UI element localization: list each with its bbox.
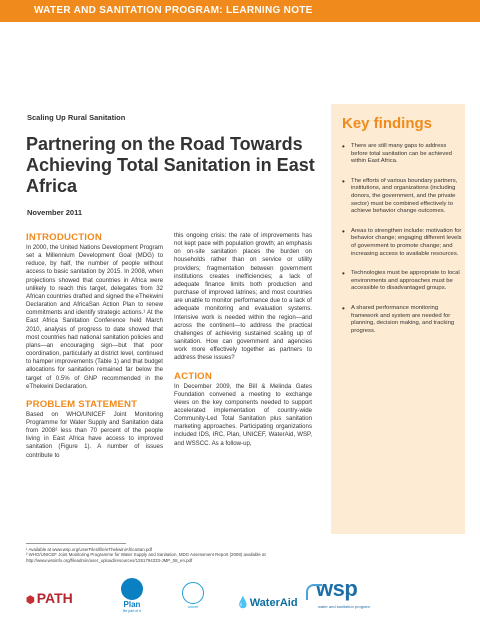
intro-text: In 2000, the United Nations Development Program set a Millennium Development Goal (MDG) to reduce, by half, the number of people without access to basic sanitation by 2015. In 2008, when projections showed that countries in Africa were unlikely to reach this target, delegates from 32 African countries drafted and signed the eThekwini Declaration and AfricaSan Action Plan to renew commitments and identify strategic actions.¹ At the East Africa Sanitation Conference held March 2010, analysis of progress to date showed that most countries had national sanitation policies and plans—an encouraging sign—but that poor coordination, particularly at district level, continued to hamper improvements (Table 1) and that budget allocations for sanitation remained far below the target of 0.5% of GNP recommended in the eThekwini Declaration. (26, 244, 163, 390)
wsp-tagline: water and sanitation program (318, 604, 370, 609)
key-finding-item (342, 178, 462, 216)
path-mark-icon: ⬢ (26, 595, 35, 606)
wsp-arc-icon (306, 584, 322, 600)
key-finding-item (342, 228, 462, 258)
key-finding-item (342, 305, 462, 335)
bullet-icon: • (342, 142, 345, 151)
banner-type: LEARNING NOTE (225, 5, 313, 16)
plan-logo (112, 578, 152, 613)
plan-logo-text: Plan (123, 600, 141, 609)
key-finding-text: There are still many gaps to address before total sanitation can be achieved within East Africa. (351, 143, 452, 165)
problem-text: Based on WHO/UNICEF Joint Monitoring Programme for Water Supply and Sanitation data from 2008² less than 70 percent of the people living in East Africa have access to improved sanitation (Figure 1). A number of issues contribute to (26, 410, 163, 459)
key-finding-text: A shared performance monitoring framework and system are needed for planning, decision making, and tracking progress. (351, 304, 455, 334)
problem-heading: PROBLEM STATEMENT (26, 398, 138, 410)
action-text: In December 2009, the Bill & Melinda Gates Foundation convened a meeting to exchange views on the key components needed to support accelerated implementation of country-wide Community-Led Total Sanitation plus sanitation marketing approaches. Participating organizations included IDS, IRC, Plan, UNICEF, WaterAid, WSP, and WSSCC. As a follow-up, (174, 382, 312, 447)
column-middle (174, 232, 312, 448)
wsp-logo (316, 576, 370, 609)
unicef-globe-icon (182, 582, 204, 604)
bullet-icon: • (342, 269, 345, 279)
column-left (26, 232, 163, 460)
wateraid-logo (236, 596, 298, 609)
intro-heading: INTRODUCTION (26, 232, 102, 243)
bullet-icon: • (342, 176, 345, 186)
wsp-logo-text: wsp (316, 576, 358, 601)
path-logo-text: PATH (36, 590, 73, 606)
footnotes (26, 547, 336, 563)
action-heading: ACTION (174, 370, 212, 382)
bullet-icon: • (342, 303, 345, 313)
key-finding-text: Areas to strengthen include: motivation for behavior change; engaging different levels of government to promote change; and increasing access to available resources. (351, 227, 462, 257)
footnote-1: ¹ Available at www.wsp.org/UserFiles/file/eThekwiniAfricaSan.pdf (26, 547, 153, 552)
series-label: Scaling Up Rural Sanitation (27, 113, 126, 122)
wateraid-logo-text: WaterAid (249, 597, 298, 609)
water-drop-icon: 💧 (236, 597, 250, 609)
path-logo (26, 590, 73, 606)
banner-text (34, 5, 313, 16)
unicef-logo (172, 582, 214, 609)
banner-program: WATER AND SANITATION PROGRAM: (34, 5, 223, 16)
key-findings-list (342, 143, 462, 347)
partner-logos (0, 568, 480, 626)
col2-text: this ongoing crisis: the rate of improvements has not kept pace with population growth; an emphasis on on-site sanitation places the burden on households rather than on service or utility providers; fragmentation between government institutions creates inefficiencies; a lack of adequate finance limits both production and purchase of improved latrines; and most countries are unable to monitor performance due to a lack of adequate monitoring and evaluation systems. Intensive work is needed within the region—and across the continent—to address the practical challenges of achieving sustained scaling up of sanitation. How can government and agencies work more effectively together as partners to address these issues? (174, 232, 312, 362)
key-finding-item (342, 143, 462, 166)
footnote-divider (26, 543, 126, 544)
plan-mark-icon (121, 578, 143, 600)
key-finding-item (342, 270, 462, 293)
publication-date: November 2011 (27, 208, 83, 217)
key-finding-text: The efforts of various boundary partners, institutions, and organizations (including donors, the government, and the private sector) must be combined effectively to achieve behavior change outcomes. (351, 177, 458, 215)
unicef-logo-text: unicef (187, 604, 199, 609)
key-finding-text: Technologies must be appropriate to local environments and approaches must be accessible to disadvantaged groups. (351, 270, 460, 292)
plan-tagline: Be part of it (123, 609, 141, 613)
bullet-icon: • (342, 226, 345, 236)
page-title: Partnering on the Road Towards Achieving Total Sanitation in East Africa (26, 134, 315, 196)
footnote-2: ² WHO/UNICEF Joint Monitoring Programme for Water Supply and Sanitation, MDG Assessment Report (2008) available at http://www.wssinfo.org/fileadmin/user_upload/resources/1251794333-JMP_08_en.pdf (26, 552, 266, 563)
key-findings-title: Key findings (342, 115, 433, 132)
